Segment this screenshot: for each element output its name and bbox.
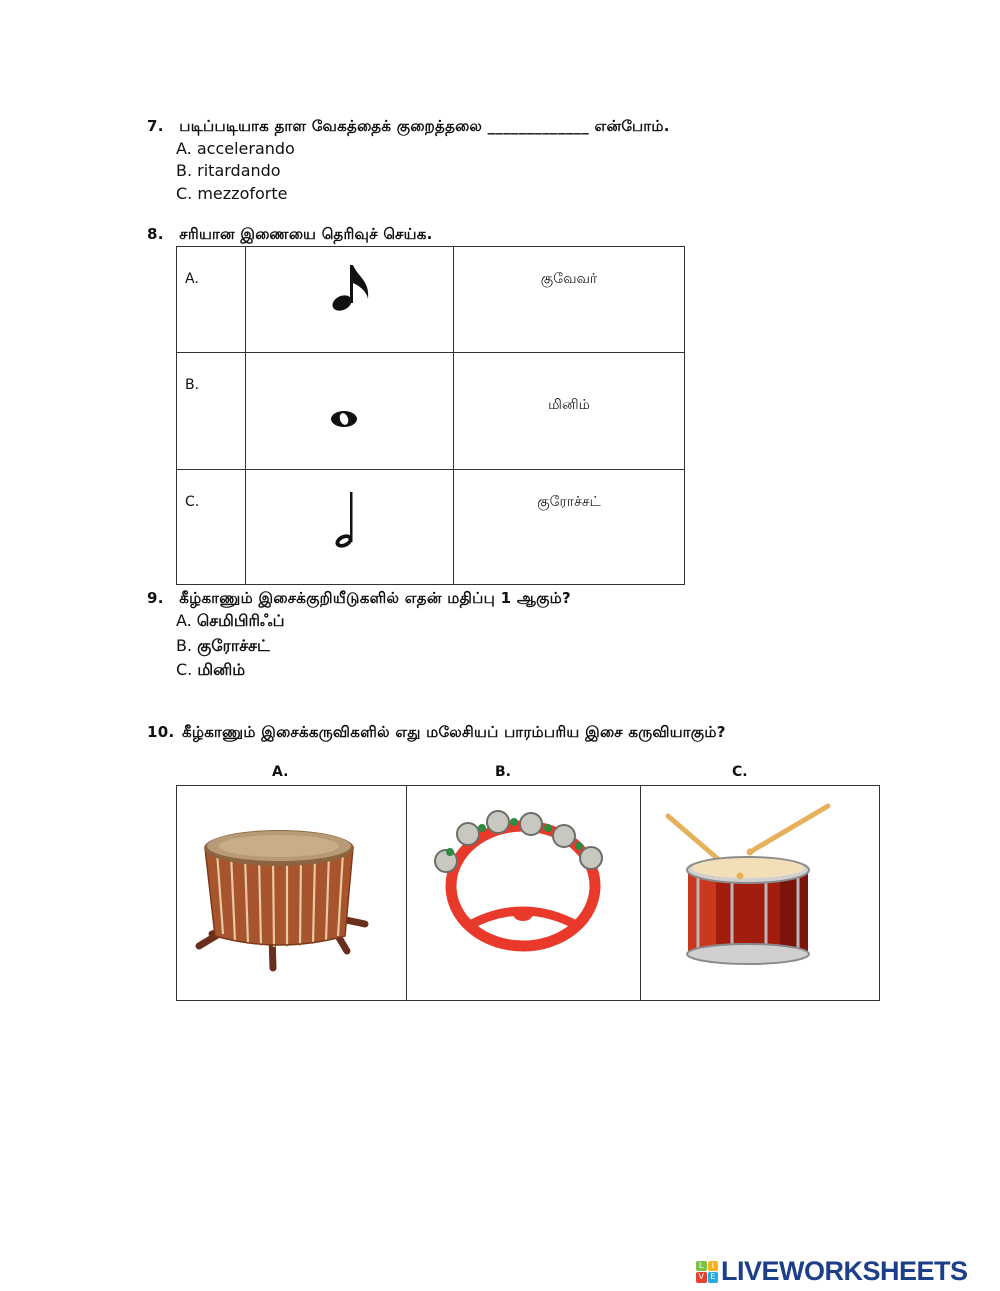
logo-letter: E — [708, 1272, 719, 1283]
note-cell — [246, 353, 454, 470]
question-text: படிப்படியாக தாள வேகத்தைக் குறைத்தலை _____________ என்போம். — [179, 117, 670, 135]
question-text: சரியான இணையை தெரிவுச் செய்க. — [179, 225, 433, 243]
note-name: மினிம் — [548, 397, 590, 413]
table-row[interactable] — [177, 247, 685, 353]
q9-option-c[interactable]: C. மினிம் — [176, 660, 246, 679]
snare-drum-icon — [640, 786, 880, 1000]
instrument-option-b[interactable] — [406, 786, 640, 1000]
question-text: கீழ்காணும் இசைக்குறியீடுகளில் எதன் மதிப்பு 1 ஆகும்? — [179, 589, 572, 607]
note-cell — [246, 470, 454, 585]
instrument-label-c: C. — [732, 764, 748, 780]
q7-option-a[interactable]: A. accelerando — [176, 139, 295, 158]
q7-option-c[interactable]: C. mezzoforte — [176, 184, 288, 203]
gendang-drum-icon — [177, 786, 406, 1000]
minim-icon — [246, 470, 453, 580]
question-number: 7. — [147, 117, 164, 135]
question-10 — [147, 723, 726, 743]
name-cell — [454, 470, 685, 585]
question-7 — [147, 117, 670, 137]
tambourine-icon — [406, 786, 640, 1000]
logo-blocks-icon — [696, 1261, 718, 1283]
note-name: குவேவர் — [540, 271, 598, 287]
logo-letter: L — [696, 1261, 707, 1272]
instrument-grid — [176, 785, 880, 1001]
note-name: குரோச்சட் — [537, 494, 601, 510]
question-8 — [147, 225, 433, 245]
quaver-icon — [246, 247, 453, 348]
logo-letter: I — [708, 1261, 719, 1272]
instrument-label-b: B. — [495, 764, 511, 780]
note-cell — [246, 247, 454, 353]
q9-option-b[interactable]: B. குரோச்சட் — [176, 636, 270, 655]
question-number: 10. — [147, 723, 175, 741]
row-label: B. — [177, 353, 246, 470]
question-number: 8. — [147, 225, 164, 243]
table-row[interactable] — [177, 353, 685, 470]
name-cell — [454, 353, 685, 470]
question-number: 9. — [147, 589, 164, 607]
row-label: C. — [177, 470, 246, 585]
question-9 — [147, 589, 571, 609]
liveworksheets-logo[interactable] — [696, 1256, 968, 1287]
name-cell — [454, 247, 685, 353]
row-label: A. — [177, 247, 246, 353]
instrument-label-a: A. — [272, 764, 289, 780]
logo-text: LIVEWORKSHEETS — [721, 1256, 968, 1286]
instrument-option-a[interactable] — [177, 786, 406, 1000]
match-table — [176, 246, 685, 585]
q7-option-b[interactable]: B. ritardando — [176, 161, 281, 180]
question-text: கீழ்காணும் இசைக்கருவிகளில் எது மலேசியப் பாரம்பரிய இசை கருவியாகும்? — [182, 723, 726, 741]
table-row[interactable] — [177, 470, 685, 585]
logo-letter: V — [696, 1272, 707, 1283]
instrument-option-c[interactable] — [640, 786, 880, 1000]
q9-option-a[interactable]: A. செமிபிரிஃப் — [176, 611, 285, 630]
semibreve-icon — [246, 353, 453, 465]
